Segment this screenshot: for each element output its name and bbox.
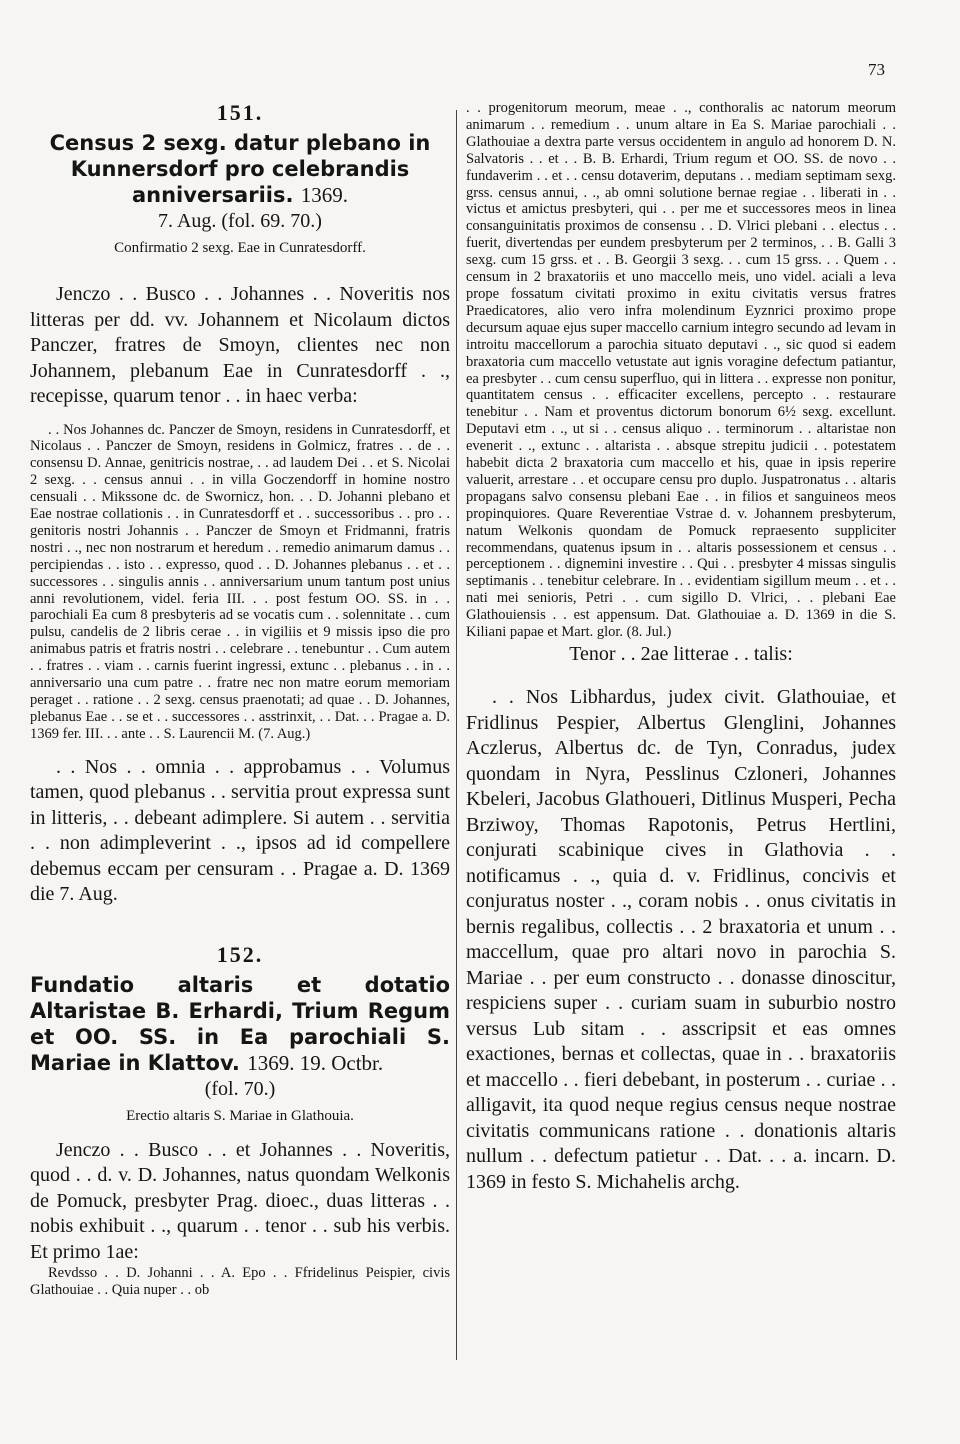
entry-152-folio: (fol. 70.) [204, 1077, 276, 1100]
entry-152-number: 152. [216, 941, 264, 967]
second-letter-text: . . Nos Libhardus, judex civit. Glathouiae, et Fridlinus Pespier, Albertus Glenglini, Johannes Aczlerus, Albertus dc. de Tyn, Conradus, judex quondam in Nyra, Pesslinus Czloneri, Johannes Kbeleri, Jacobus Glathoueri, Ditlinus Musperi, Pecha Brziwoy, Thomas Rapotonis, Petrus Hertlini, conjurati scabinique cives in Glathovia . . notificamus . ., quia d. v. Fridlinus, concivis et conjuratus noster . ., coram nobis . . onus civitatis in bernis regalibus, collectis . . 2 braxatoria et unum . . maccellum, quae pro altari novo in parochia S. Mariae . . per eum constructo . . donasse dinoscitur, respiciens super . . curiam suam in suburbio nostro versus Lub sitam . . asscripsit et eas omnes exactiones, bernas et collectas, quae in . . braxatoriis et maccello . . fieri debebant, in posterum . . curiae . . alligavit, ita quod neque regius census neque nostrae civitatis communicans ratione . . donationis altaris nullum . . defectum patietur . . Dat. . . a. incarn. D. 1369 in festo S. Michahelis archg. [466, 686, 896, 1193]
page-number: 73 [868, 60, 885, 79]
entry-151-heading [30, 130, 450, 208]
entry-151-summary: Confirmatio 2 sexg. Eae in Cunratesdorff. [114, 240, 366, 256]
entry-151-date: 7. Aug. (fol. 69. 70.) [158, 210, 322, 232]
entry-152-intro: Jenczo . . Busco . . et Johannes . . Noveritis, quod . . d. v. D. Johannes, natus quondam Welkonis de Pomuck, presbyter Prag. dioec., duas litteras . . nobis exhibuit . ., quarum . . tenor . . sub his verbis. Et primo 1ae: [30, 1138, 450, 1263]
entry-152-heading [30, 972, 450, 1076]
entry-151-quoted-charter: . . Nos Johannes dc. Panczer de Smoyn, residens in Cunratesdorff, et Nicolaus . . Panczer de Smoyn, residens in Golmicz, fratres . . de . . consensu D. Annae, genitricis nostrae, . . ad laudem Dei . . et S. Nicolai 2 sexg. . . census annui . . in villa Goczendorff in homine nostro censuali . . Mikssone dc. de Swornicz, hon. . . D. Johanni plebano et Eae nostrae collationis . . in Cunratesdorff et . . successoribus . . pro . . genitoris nostri Johannis . . Panczer de Smoyn et Fridmanni, fratris nostri . ., nec non nostrarum et heredum . . remedio animarum damus . . percipiendas . . isto . . expresso, quod . . D. Johannes plebanus . . et . . successores . . singulis annis . . anniversarium unum tantum post unius anni revolutionem, videl. feria III. . . post festum OO. SS. in . . parochiali Ea cum 8 presbyteris ad se vocatis cum . . solennitate . . cum pulsu, candelis de 2 libris cerae . . in vigiliis et 9 missis ipso die pro animabus patris et fratris nostri . . celebrare . . tenebuntur . . Cum autem . . fratres . . viam . . carnis fuerint ingressi, extunc . . plebanus . . in . . anniversario una cum patre . . fratre nec non matre eorum memoriam peraget . . ratione . . 2 sexg. census praenotati; ad quae . . D. Johannes, plebanus Eae . . se et . . successores . . asstrinxit, . . Dat. . . Pragae a. D. 1369 fer. III. . . ante . . S. Laurencii M. (7. Aug.) [30, 421, 450, 742]
second-letter-heading: Tenor . . 2ae litterae . . talis: [569, 643, 793, 665]
right-column [466, 100, 896, 1195]
entry-151-approval: . . Nos . . omnia . . approbamus . . Volumus tamen, quod plebanus . . servitia prout expressa sunt in litteris, . . debeant adimplere. Si autem . . servitia . . non adimpleverint . ., ipsos ad id compellere debemus eccam per censuram . . Pragae a. D. 1369 die 7. Aug. [30, 755, 450, 906]
column-divider [456, 110, 457, 1360]
entry-152-date: 1369. 19. Octbr. [247, 1050, 384, 1075]
entry-151-number: 151. [216, 100, 264, 125]
entry-151-intro: Jenczo . . Busco . . Johannes . . Noveritis nos litteras per dd. vv. Johannem et Nicolaum dictos Panczer, fratres de Smoyn, clientes nec non Johannem, plebanum Eae in Cunratesdorff . ., recepisse, quarum tenor . . in haec verba: [30, 283, 450, 407]
left-column [30, 100, 450, 1299]
first-letter-continuation: . . progenitorum meorum, meae . ., conthoralis ac natorum meorum animarum . . remedium . . unum altare in Ea S. Mariae parochiali . . Glathouiae a dextra parte versus occidentem in angulo ad honorem D. N. Salvatoris . . et . . B. B. Erhardi, Trium regum et OO. SS. de novo . . fundaverim . . et . . censu dotaverim, deputans . . mediam septimam sexg. grss. census annui, . ., ab omni solutione bernae regiae . . liberati in . . victus et amictus presbyteri, qui . . per me et successores meos in linea consanguinitatis proximos de consensu . . D. Vlrici plebani . . electus . . fuerit, divertendas per eundem presbyterum per 2 terminos, . . B. Galli 3 sexg. cum 15 grss. et . . B. Georgii 3 sexg. . . cum 15 grss. . . Quem . . censum in 2 braxatoriis et uno maccello meis, uno videl. aciali a leva prope fossatum civitati proximo in exitu civitatis versus fratres Praedicatores, alio vero infra molendinum Eyznrici proximo prope decursum aquae ejus super maccello carnium integro secundo ad levam in introitu maccellorum a parochia situato deputavi . ., sic quod si eadem braxatoria cum maccello vetustate aut ignis voragine defectum patiantur, ea presbyter . . cum censu superfluo, qui in littera . . expresse non ponitur, quantitatem census . . efficaciter excellens, percepto . . restaurare tenebitur . . Nam et proventus dictorum bonorum 6½ sexg. excellunt. Deputavi etm . ., ut si . . census aliquo . . terminorum . . altaristae non evenerit . ., extunc . . altarista . . absque strepitu judicii . . potestatem habebit dicta 2 braxatoria cum maccello et his, quae in ipsis reperire valuerit, arrestare . . et occupare censu pro duplo. Juspatronatus . . altaris propagans salvo consensu plebani Eae . . in filios et sanguineos meos propinquiores. Quare Reverentiae Vstrae d. v. Johannem presbyterum, natum Welkonis quondam de Pomuck repraesento suppliciter recommendans, quatenus ipsum in . . altaris possessionem et census . . perceptionem . . dignemini investire . . Qui . . presbyter 4 missas singulis septimanis . . tenebitur celebrare. In . . evidentiam sigillum meum . . et . . nati mei senioris, Petri . . cum sigillo D. Vlrici, . . plebani Eae Glathouiensis . . est appensum. Dat. Glathouiae a. D. 1369 in die S. Kiliani papae et Mart. glor. (8. Jul.) [466, 100, 897, 641]
entry-151-title: Census 2 sexg. datur plebano in Kunnersdorf pro celebrandis anniversariis. [49, 131, 431, 207]
entry-151-year: 1369. [300, 183, 349, 207]
entry-152-title: Fundatio altaris et dotatio Altaristae B. Erhardi, Trium Regum et OO. SS. in Ea parochiali S. Mariae in Klattov. [30, 972, 450, 1075]
entry-152-summary: Erectio altaris S. Mariae in Glathouia. [126, 1107, 354, 1124]
entry-152-first-letter-start: Revdsso . . D. Johanni . . A. Epo . . Ffridelinus Peispier, civis Glathouiae . . Quia nuper . . ob [30, 1265, 450, 1299]
